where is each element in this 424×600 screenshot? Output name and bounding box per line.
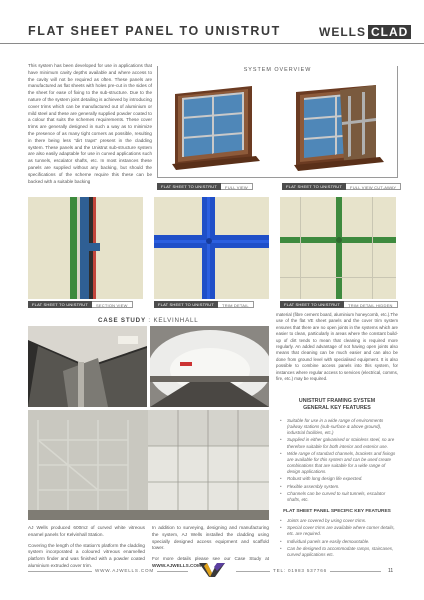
caption-full-view: FLAT SHEET TO UNISTRUT FULL VIEW [157,183,253,190]
footer-logo-icon [199,563,225,577]
section-view-image [28,197,143,299]
panel-features-heading: FLAT SHEET PANEL SPECIFIC KEY FEATURES [283,509,391,514]
logo-clad: CLAD [368,25,411,39]
panel-feature-list [280,518,398,559]
kelvinhall-scaffold-photo [28,410,269,520]
list-item: • Wide range of standard channels, brackets and fixings are available for this system and can be used create combinations that are suitable for a wide range of design applications. [280,451,398,475]
caption-trim-detail: FLAT SHEET TO UNISTRUT TRIM DETAIL [154,301,254,308]
page-number: 11 [388,568,394,574]
logo-wells: WELLS [319,24,366,39]
list-item: • Channels can be curved to suit tunnels, escalator shafts, etc. [280,491,398,503]
system-overview-heading: SYSTEM OVERVIEW [158,66,397,74]
case-study-column-2: In addition to surveying, designing and manufacturing the system, AJ Wells installed the cladding using specially designed access equipment and scaffold tower. For more details please see our Case Study at WWW.AJWELLS.COM [152,525,269,568]
case-study-heading: CASE STUDY : KELVINHALL [98,317,199,324]
list-item: • Robust with long design life expected. [280,476,398,482]
caption-full-view-cut-away: FLAT SHEET TO UNISTRUT FULL VIEW CUT-AWAY [282,183,401,190]
footer-website[interactable]: WWW.AJWELLS.COM [92,568,157,573]
list-item: • Joints are covered by using cover trims. [280,518,398,524]
unistrut-feature-list [280,418,398,504]
caption-section-view: FLAT SHEET TO UNISTRUT SECTION VIEW [28,301,133,308]
list-item: • Can be designed to accommodate ramps, staircases, curved applications etc. [280,546,398,558]
list-item: • Special cover trims are available where corner details, etc. are required. [280,525,398,537]
case-study-link[interactable]: WWW.AJWELLS.COM [152,562,201,568]
trim-detail-hidden-image [280,197,396,299]
intro-text: This system has been developed for use in applications that have minimum cavity depths available and where access to the cavity will not be required as often. These panels are manufactured as flat sheets with holes pre-cut in the sides of the sheet for ease of fixing to the sub-structure. Due to the nature of the system joint detailing is achieved by introducing cover trims which can be manufactured out of aluminium or mild steel and these are generally supplied powder coated to a colour that suits the schemes requirements. These cover trims are generally designed in such a way as to minimize the presence of as many tight corners as possible, resulting in there being less "dirt traps" present in the cladding system. These panels and the Unistrut sub-structure system are also easily adaptable for use in curved applications such as tunnels, escalator shafts, etc. In most instances these panels are supplied without any backing, but should the specifications of the scheme require this these can be backed with a suitable backing [28,63,152,184]
unistrut-heading: UNISTRUT FRAMING SYSTEM GENERAL KEY FEATURES [298,398,376,411]
kelvinhall-escalator-photo [28,326,147,407]
caption-trim-detail-hidden: FLAT SHEET TO UNISTRUT TRIM DETAIL HIDDEN [280,301,398,308]
kelvinhall-platform-photo [150,326,269,407]
case-study-column-1: AJ Wells produced 600m2 of curved white vitreous enamel panels for Kelvinhall Station. Covering the length of the station's platform the cladding system incorporated a coloured vitreous enamelled platform finder and was finished with a powder coated aluminium extruded cover trim. [28,525,145,568]
list-item: • Flexible assembly system. [280,484,398,490]
full-view-image [160,82,273,174]
cut-away-image [282,82,396,174]
right-column-text: material (fibre cement board, aluminium honeycomb, etc.).The use of the flat VE sheet panels and the cover trim system ensures that there are no open joints in the systems which are easier to clean, particularly in areas where the constant build-up of dirt tends to mean that cleaning is required more regularly. An added advantage of not having open joints also means that cleaning can be much easier and can also be done from ground level with specialised equipment. It is also possible to combine access panels into this system, for instances where regular access to services (electrical, comms, fire, etc.) may be required. [276,312,398,382]
list-item: • Supplied in either galvanised or stainless steel, so are therefore suitable for both interior and exterior use. [280,437,398,449]
header-rule [0,43,424,44]
trim-detail-image [154,197,269,299]
footer-telephone: TEL: 01983 537766 [270,568,330,573]
wellsclad-logo [319,24,411,39]
list-item: • Suitable for use in a wide range of environments (railway stations (sub-surface & above ground), industrial facilities, etc.) [280,418,398,436]
page-title: FLAT SHEET PANEL TO UNISTRUT [28,24,281,38]
list-item: • Individual panels are easily demountable. [280,539,398,545]
page-header [0,22,424,44]
